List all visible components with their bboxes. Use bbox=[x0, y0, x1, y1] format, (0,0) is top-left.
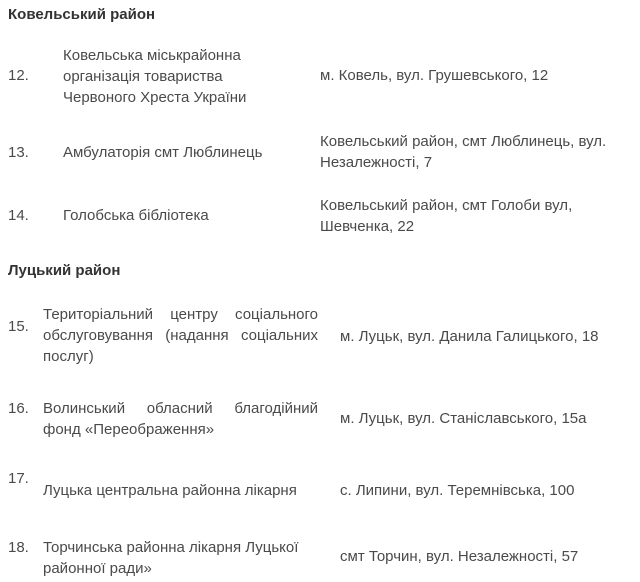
organization-name: Ковельська міськрайонна організація товариства Червоного Хреста України bbox=[63, 47, 247, 106]
organization-name: Торчинська районна лікарня Луцької районної ради» bbox=[43, 539, 299, 577]
organization-address: смт Торчин, вул. Незалежності, 57 bbox=[340, 548, 579, 565]
organization-name: Територіальний центру соціального обслуговування (надання соціальних послуг) bbox=[43, 306, 318, 365]
organization-address: Ковельський район, смт Голоби вул, Шевченка, 22 bbox=[320, 197, 573, 235]
row-number: 18. bbox=[8, 539, 29, 556]
row-number: 13. bbox=[8, 144, 29, 161]
row-number: 14. bbox=[8, 207, 29, 224]
row-number: 17. bbox=[8, 470, 29, 487]
organization-address: м. Луцьк, вул. Данила Галицького, 18 bbox=[340, 328, 599, 345]
organization-name: Голобська бібліотека bbox=[63, 207, 209, 224]
organization-name: Луцька центральна районна лікарня bbox=[43, 482, 297, 499]
row-number: 16. bbox=[8, 400, 29, 417]
organization-name: Волинський обласний благодійний фонд «Переображення» bbox=[43, 400, 318, 438]
section-heading-lutsk: Луцький район bbox=[8, 262, 121, 279]
row-number: 15. bbox=[8, 318, 29, 335]
section-heading-kovel: Ковельський район bbox=[8, 6, 156, 23]
organization-address: м. Луцьк, вул. Станіславського, 15а bbox=[340, 410, 587, 427]
row-number: 12. bbox=[8, 67, 29, 84]
organization-address: с. Липини, вул. Теремнівська, 100 bbox=[340, 482, 575, 499]
organization-address: Ковельський район, смт Люблинець, вул. Незалежності, 7 bbox=[320, 133, 607, 171]
organization-address: м. Ковель, вул. Грушевського, 12 bbox=[320, 67, 549, 84]
organization-name: Амбулаторія смт Люблинець bbox=[63, 144, 263, 161]
